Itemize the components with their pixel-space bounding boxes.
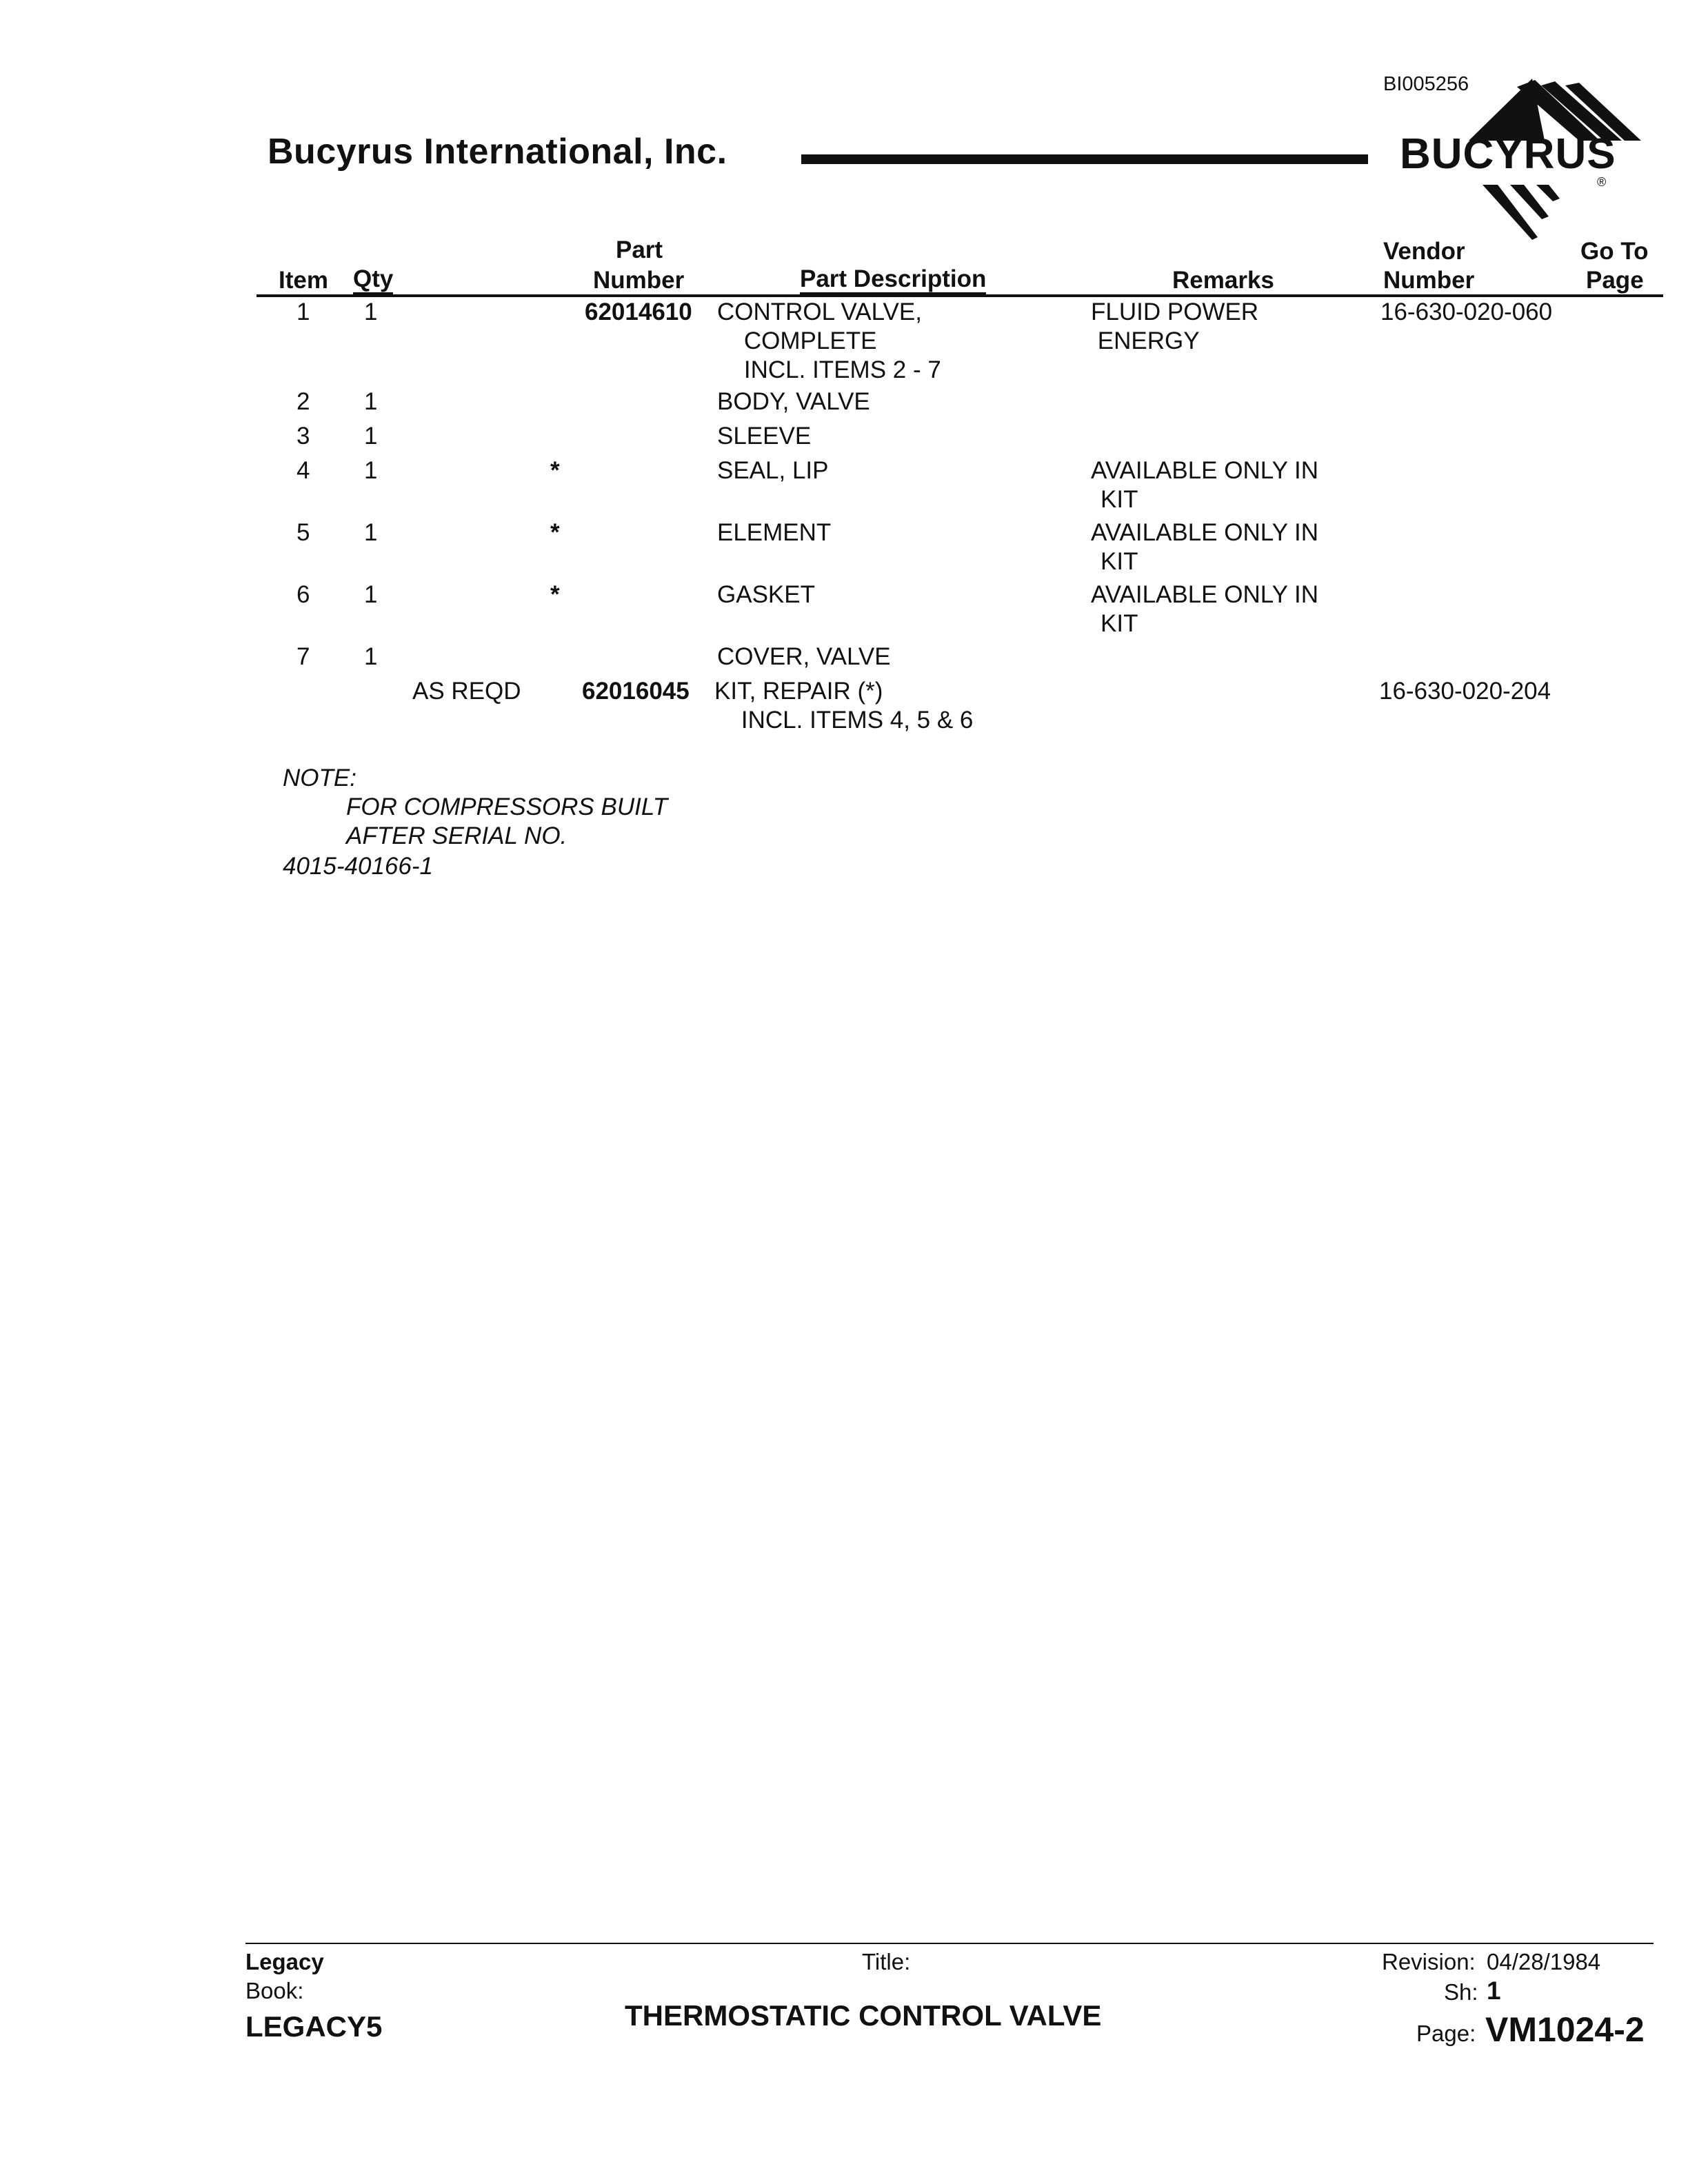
table-row-qty: 1 <box>364 388 378 415</box>
footer-divider <box>245 1943 1654 1944</box>
title-label: Title: <box>862 1949 911 1974</box>
table-row-item: 6 <box>297 581 310 608</box>
registered-mark: ® <box>1597 175 1607 189</box>
table-row-item: 4 <box>297 457 310 484</box>
table-row-description: GASKET <box>717 581 815 608</box>
table-row-remarks: KIT <box>1101 486 1138 513</box>
legacy-label: Legacy <box>245 1949 324 1974</box>
col-item-header: Item <box>279 267 328 294</box>
table-row-item: 7 <box>297 643 310 670</box>
kit-asterisk: * <box>550 519 560 546</box>
sheet-value: 1 <box>1487 1976 1501 2005</box>
table-row-remarks: AVAILABLE ONLY IN <box>1091 457 1319 484</box>
table-row-qty: 1 <box>364 457 378 484</box>
book-label: Book: <box>245 1978 304 2003</box>
kit-asterisk: * <box>550 581 560 608</box>
col-description-header: Part Description <box>800 266 986 294</box>
book-value: LEGACY5 <box>245 2010 383 2043</box>
col-remarks-header: Remarks <box>1172 267 1274 294</box>
table-row-description: COVER, VALVE <box>717 643 891 670</box>
page-label: Page: <box>1416 2021 1476 2046</box>
table-row-description: SLEEVE <box>717 423 812 449</box>
col-vendor-header-2: Number <box>1383 267 1475 294</box>
page-number: VM1024-2 <box>1485 2010 1645 2049</box>
table-row-remarks: FLUID POWER <box>1091 299 1259 325</box>
col-goto-header-1: Go To <box>1580 238 1649 265</box>
table-row-item: 1 <box>297 299 310 325</box>
table-row-remarks: ENERGY <box>1091 327 1200 354</box>
table-header-rule <box>257 294 1663 297</box>
table-row-qty: 1 <box>364 581 378 608</box>
revision-label: Revision: <box>1382 1949 1476 1974</box>
col-qty-header: Qty <box>353 266 393 294</box>
table-row-item: 5 <box>297 519 310 546</box>
logo-wordmark: BUCYRUS <box>1400 130 1616 178</box>
table-row-description: INCL. ITEMS 2 - 7 <box>717 356 941 383</box>
table-row-qty: 1 <box>364 299 378 325</box>
table-row-vendor-number: 16-630-020-204 <box>1379 678 1551 705</box>
table-row-part-number[interactable]: 62016045 <box>582 678 690 705</box>
note-line: FOR COMPRESSORS BUILT <box>346 793 668 820</box>
table-row-remarks: AVAILABLE ONLY IN <box>1091 519 1319 546</box>
kit-asterisk: * <box>550 457 560 484</box>
table-row-description: SEAL, LIP <box>717 457 829 484</box>
table-row-item: 2 <box>297 388 310 415</box>
table-row-description: ELEMENT <box>717 519 832 546</box>
table-row-description: BODY, VALVE <box>717 388 870 415</box>
table-row-qty: 1 <box>364 423 378 449</box>
page-title: THERMOSTATIC CONTROL VALVE <box>625 1999 1102 2032</box>
logo-chevron-icon <box>1483 185 1593 243</box>
table-row-part-number[interactable]: 62014610 <box>585 299 692 325</box>
table-row-description: COMPLETE <box>717 327 877 354</box>
table-row-vendor-number: 16-630-020-060 <box>1380 299 1553 325</box>
table-row-remarks: KIT <box>1101 548 1138 575</box>
table-row-remarks: AVAILABLE ONLY IN <box>1091 581 1319 608</box>
col-part-header-1: Part <box>616 236 663 263</box>
company-name: Bucyrus International, Inc. <box>268 132 727 172</box>
header-divider <box>801 154 1368 164</box>
note-serial: 4015-40166-1 <box>283 853 433 880</box>
table-row-qty: 1 <box>364 519 378 546</box>
table-row-item: 3 <box>297 423 310 449</box>
table-row-description: INCL. ITEMS 4, 5 & 6 <box>714 707 974 734</box>
sheet-label: Sh: <box>1444 1979 1478 2005</box>
col-part-header-2: Number <box>593 267 685 294</box>
document-id: BI005256 <box>1383 73 1469 95</box>
note-label: NOTE: <box>283 765 356 791</box>
revision-date: 04/28/1984 <box>1487 1949 1601 1974</box>
table-row-remarks: KIT <box>1101 610 1138 637</box>
table-row-description: KIT, REPAIR (*) <box>714 678 883 705</box>
col-vendor-header-1: Vendor <box>1383 238 1465 265</box>
table-row-qty: AS REQD <box>412 678 521 705</box>
col-goto-header-2: Page <box>1586 267 1644 294</box>
note-line: AFTER SERIAL NO. <box>346 822 567 849</box>
table-row-description: CONTROL VALVE, <box>717 299 922 325</box>
table-row-qty: 1 <box>364 643 378 670</box>
